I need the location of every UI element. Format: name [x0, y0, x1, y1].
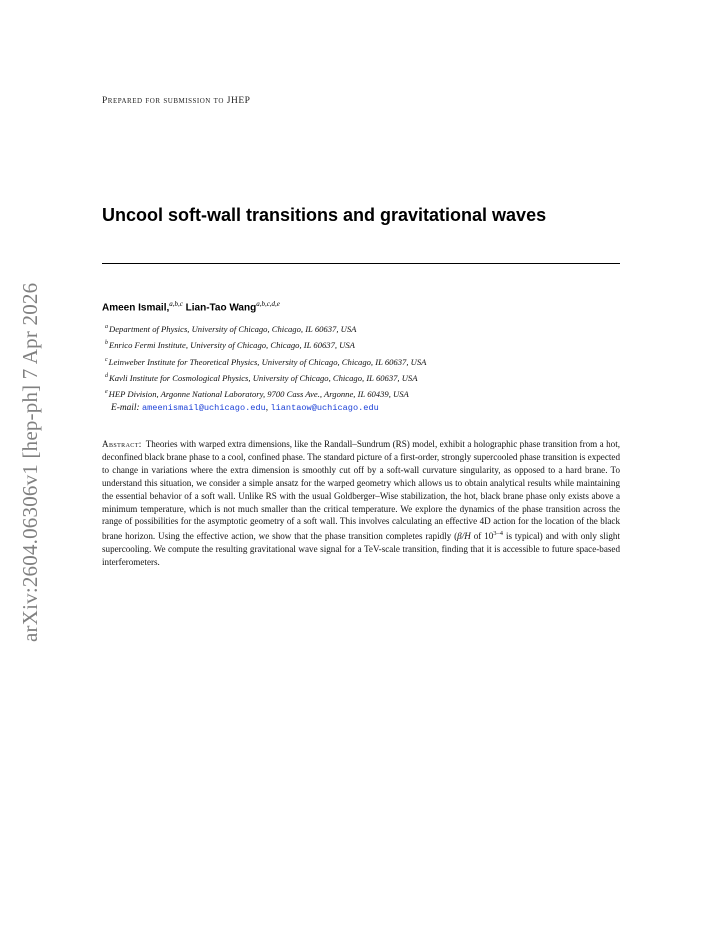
- author-name: Lian-Tao Wang: [185, 302, 257, 314]
- journal-note: Prepared for submission to JHEP: [102, 96, 251, 106]
- abstract-exponent: 3–4: [493, 530, 504, 538]
- title-rule: [102, 263, 620, 264]
- abstract-heading: Abstract:: [102, 439, 142, 449]
- email-link-ismail[interactable]: ameenismail@uchicago.edu: [141, 403, 266, 413]
- affiliation: $^b$Enrico Fermi Institute, University of Chicago, Chicago, IL 60637, USA: [105, 340, 355, 351]
- affiliation: $^a$Department of Physics, University of Chicago, Chicago, IL 60637, USA: [105, 323, 357, 334]
- abstract-math: β/H: [457, 531, 471, 542]
- email-label: E-mail:: [111, 403, 140, 413]
- affiliation: $^d$Kavli Institute for Cosmological Physics, University of Chicago, Chicago, IL 60637, USA: [105, 372, 418, 383]
- paper-title: Uncool soft-wall transitions and gravitational waves: [102, 205, 547, 225]
- affiliation-list: [105, 320, 625, 402]
- affiliation: $^e$HEP Division, Argonne National Laboratory, 9700 Cass Ave., Argonne, IL 60439, USA: [105, 389, 409, 400]
- abstract: [102, 438, 620, 569]
- author-name: Ameen Ismail,: [102, 302, 170, 314]
- author-list: [102, 300, 280, 313]
- abstract-text: Theories with warped extra dimensions, like the Randall–Sundrum (RS) model, exhibit a holographic phase transition from a hot, deconfined black brane phase to a cool, confined phase. The standard picture of a first-order, strongly supercooled phase transition is expected to change in variations where the extra dimension is smoothly cut off by a soft-wall curvature singularity, as opposed to a hard brane. To understand this situation, we consider a simple ansatz for the warped geometry which allows us to obtain analytical results while maintaining the essential behavior of a soft wall. Unlike RS with the usual Goldberger–Wise stabilization, the hot, black brane phase only exists above a minimum temperature, which is not much smaller than the critical temperature. We explore the dynamics of the phase transition across the range of possibilities for the asymptotic geometry of a soft wall. This involves calculating an effective 4D action for the location of the black brane horizon. Using the effective action, we show that the phase transition completes rapidly (: [102, 439, 620, 542]
- author-affil-marks: a,b,c: [169, 300, 183, 308]
- author-affil-marks: a,b,c,d,e: [256, 300, 280, 308]
- email-line: [111, 403, 379, 413]
- email-separator: ,: [265, 403, 271, 413]
- affiliation: $^c$Leinweber Institute for Theoretical Physics, University of Chicago, Chicago, IL 60637, USA: [105, 356, 427, 367]
- email-link-wang[interactable]: liantaow@uchicago.edu: [270, 403, 379, 413]
- arxiv-identifier: arXiv:2604.06306v1 [hep-ph] 7 Apr 2026: [18, 282, 42, 642]
- abstract-text: is typical) and with only slight supercooling. We compute the resulting gravitational wave signal for a TeV-scale transition, finding that it is accessible to future space-based interferometers.: [102, 531, 620, 568]
- abstract-text: of 10: [470, 531, 494, 542]
